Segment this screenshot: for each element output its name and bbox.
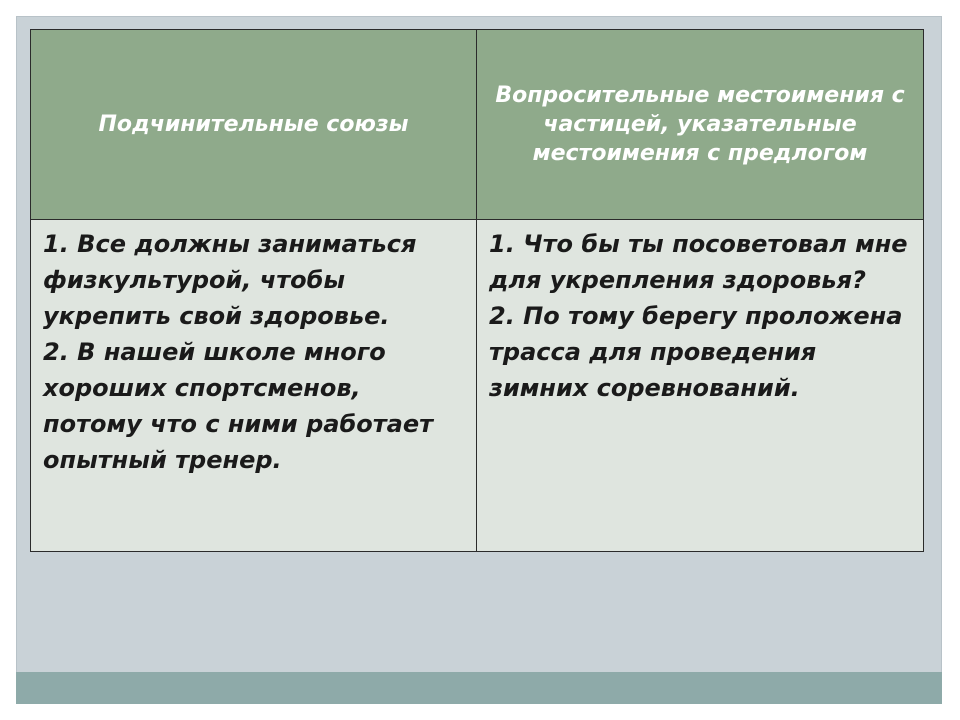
- left-examples-cell: [31, 220, 477, 552]
- left-example-2: 2. В нашей школе много хороших спортсменов, потому что с ними работает опытный тренер.: [43, 338, 433, 474]
- table-body-row: [31, 220, 924, 552]
- right-examples-cell: [477, 220, 924, 552]
- header-pronouns-with-particles: Вопросительные местоимения с частицей, указательные местоимения с предлогом: [477, 30, 924, 220]
- right-example-1: 1. Что бы ты посоветовал мне для укрепления здоровья?: [489, 230, 908, 294]
- right-example-2: 2. По тому берегу проложена трасса для проведения зимних соревнований.: [489, 302, 903, 402]
- footer-band: [16, 672, 942, 704]
- table-header-row: [31, 30, 924, 220]
- comparison-table: [30, 29, 924, 552]
- header-subordinating-conjunctions: Подчинительные союзы: [31, 30, 477, 220]
- left-example-1: 1. Все должны заниматься физкультурой, чтобы укрепить свой здоровье.: [43, 230, 417, 330]
